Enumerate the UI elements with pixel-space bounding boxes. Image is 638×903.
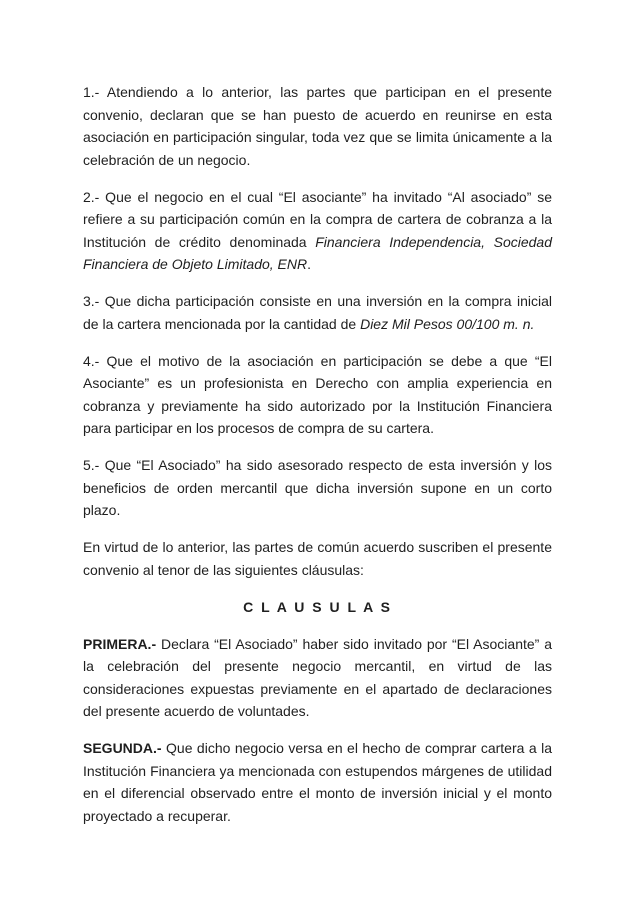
- declaration-paragraph-2: [83, 186, 552, 276]
- declaration-paragraph-5: 5.- Que “El Asociado” ha sido asesorado respecto de esta inversión y los beneficios de orden mercantil que dicha inversión supone en un corto plazo.: [83, 457, 552, 518]
- clause-primera-body: Declara “El Asociado” haber sido invitado por “El Asociante” a la celebración del presente negocio mercantil, en virtud de las consideraciones expuestas previamente en el apartado de declaraciones del presente acuerdo de voluntades.: [83, 635, 552, 719]
- clause-segunda-body: Que dicho negocio versa en el hecho de comprar cartera a la Institución Financiera ya mencionada con estupendos márgenes de utilidad en el diferencial observado entre el monto de inversión inicial y el monto proyectado a recuperar.: [83, 740, 552, 824]
- declaration-2-lead-text: 2.- Que el negocio en el cual “El asociante” ha invitado “Al asociado” se refiere a su participación común en la compra de cartera de cobranza a la Institución de crédito denominada: [83, 188, 552, 250]
- clause-primera-label: PRIMERA.-: [83, 635, 157, 652]
- clause-segunda-paragraph: [83, 737, 552, 827]
- investment-amount: Diez Mil Pesos 00/100 m. n.: [360, 315, 535, 332]
- declaration-paragraph-4: 4.- Que el motivo de la asociación en participación se debe a que “El Asociante” es un profesionista en Derecho con amplia experiencia en cobranza y previamente ha sido autorizado por la Institución Financiera para participar en los procesos de compra de su cartera.: [83, 352, 552, 436]
- declaration-3-lead-text: 3.- Que dicha participación consiste en una inversión en la compra inicial de la cartera mencionada por la cantidad de: [83, 293, 552, 332]
- clause-primera-paragraph: [83, 633, 552, 723]
- declaration-2-tail-text: .: [307, 256, 311, 272]
- clauses-heading: C L A U S U L A S: [243, 598, 392, 615]
- declaration-paragraph-3: [83, 290, 552, 335]
- financial-institution-name: Financiera Independencia, Sociedad Financiera de Objeto Limitado, ENR: [83, 233, 552, 272]
- closing-intro-paragraph: En virtud de lo anterior, las partes de común acuerdo suscriben el presente convenio al tenor de las siguientes cláusulas:: [83, 539, 552, 578]
- declaration-paragraph-1: 1.- Atendiendo a lo anterior, las partes que participan en el presente convenio, declaran que se han puesto de acuerdo en reunirse en esta asociación en participación singular, toda vez que se limita únicamente a la celebración de un negocio.: [83, 84, 552, 168]
- clause-segunda-label: SEGUNDA.-: [83, 740, 162, 756]
